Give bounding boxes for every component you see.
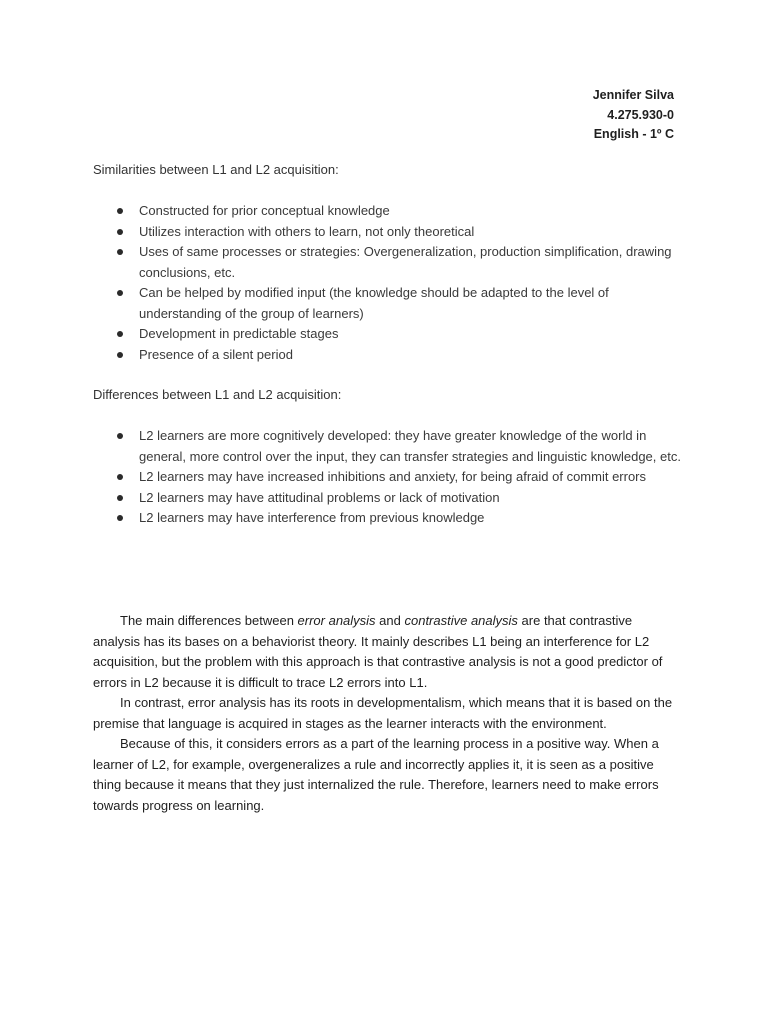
essay-paragraph: Because of this, it considers errors as a part of the learning process in a positive way. When a learner of L2, for example, overgeneralizes a rule and incorrectly applies it, it is seen as a positive thing because it means that they just internalized the rule. Therefore, learners need to make errors towards progress on learning.	[93, 736, 659, 813]
bullet-icon	[117, 229, 123, 235]
bullet-icon	[117, 474, 123, 480]
student-id: 4.275.930-0	[607, 107, 674, 122]
essay-text: are that contrastive analysis has its bases on a behaviorist theory. It mainly describes L1 being an interference for L2 acquisition, but the problem with this approach is that contrastive analysis is not a good predictor of errors in L2 because it is difficult to trace L2 errors into L1.	[93, 613, 663, 690]
list-item-text: Uses of same processes or strategies: Overgeneralization, production simplification, drawing conclusions, etc.	[139, 244, 672, 280]
list-item-text: L2 learners are more cognitively developed: they have greater knowledge of the world in general, more control over the input, they can transfer strategies and linguistic knowledge, etc.	[139, 428, 681, 464]
list-item-text: Development in predictable stages	[139, 326, 339, 341]
list-item	[93, 467, 683, 488]
author-header	[593, 86, 674, 145]
bullet-icon	[117, 352, 123, 358]
bullet-icon	[117, 515, 123, 521]
list-item-text: L2 learners may have attitudinal problems or lack of motivation	[139, 489, 500, 505]
bullet-icon	[117, 290, 123, 296]
bullet-icon	[117, 433, 123, 439]
list-item	[93, 508, 683, 529]
bullet-icon	[117, 495, 123, 501]
essay-text: and	[375, 613, 405, 628]
list-item	[93, 426, 683, 467]
list-item-text: Constructed for prior conceptual knowledge	[139, 203, 390, 218]
bullet-icon	[117, 208, 123, 214]
list-item-text: L2 learners may have increased inhibitions and anxiety, for being afraid of commit errors	[139, 469, 647, 484]
course-label: English - 1º C	[593, 127, 674, 141]
term-error-analysis: error analysis	[297, 613, 376, 628]
essay-body	[93, 611, 675, 816]
list-item	[93, 283, 683, 324]
author-name: Jennifer Silva	[592, 88, 674, 102]
list-item	[93, 242, 683, 283]
differences-heading: Differences between L1 and L2 acquisition:	[93, 387, 342, 402]
list-item-text: L2 learners may have interference from previous knowledge	[139, 510, 485, 525]
similarities-list	[93, 201, 683, 365]
similarities-heading: Similarities between L1 and L2 acquisition:	[93, 162, 339, 177]
list-item	[93, 488, 683, 509]
list-item	[93, 201, 683, 222]
list-item	[93, 345, 683, 366]
essay-text: The main differences between	[120, 613, 298, 628]
list-item-text: Can be helped by modified input (the knowledge should be adapted to the level of understanding of the group of learners)	[139, 285, 609, 321]
list-item-text: Utilizes interaction with others to learn, not only theoretical	[139, 223, 475, 239]
term-contrastive-analysis: contrastive analysis	[404, 613, 518, 628]
bullet-icon	[117, 331, 123, 337]
list-item-text: Presence of a silent period	[139, 346, 293, 362]
list-item	[93, 222, 683, 243]
essay-paragraph	[93, 611, 675, 693]
list-item	[93, 324, 683, 345]
bullet-icon	[117, 249, 123, 255]
essay-paragraph: In contrast, error analysis has its roots in developmentalism, which means that it is based on the premise that language is acquired in stages as the learner interacts with the environment.	[93, 695, 673, 731]
differences-list	[93, 426, 683, 529]
